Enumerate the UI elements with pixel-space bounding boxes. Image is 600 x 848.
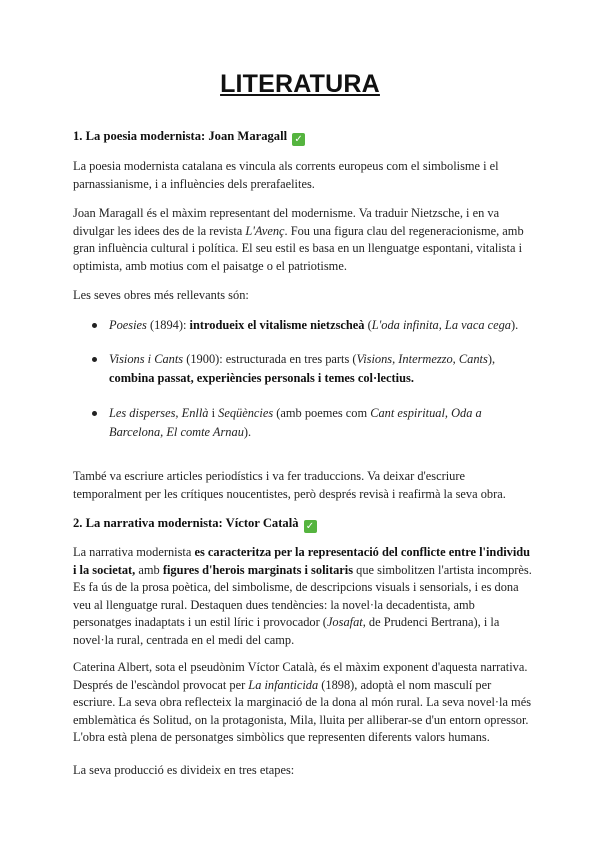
section-2-paragraph-2: Caterina Albert, sota el pseudònim Víctor Català, és el màxim exponent d'aquesta narrativa. Després de l'escàndol provocat per La infanticida (1898), adoptà el nom masculí per escriure. La seva obra reflecteix la marginació de la dona al món rural. La seva novel·la més emblemàtica és Solitud, on la protagonista, Mila, lluita per alliberar-se d'un entorn opressor. L'obra està plena de personatges simbòlics que representen diferents valors humans. — [73, 660, 532, 745]
list-item: Visions i Cants (1900): estructurada en tres parts (Visions, Intermezzo, Cants), combina passat, experiències personals i temes col·lectius. — [109, 352, 496, 385]
section-1-paragraph-1: La poesia modernista catalana es vincula als corrents europeus com el simbolisme i el parnassianisme, i a influències dels prerafaelites. — [73, 159, 499, 191]
check-mark-icon: ✓ — [304, 520, 317, 533]
section-2-paragraph-1: La narrativa modernista es caracteritza per la representació del conflicte entre l'individu i la societat, amb figures d'herois marginats i solitaris que simbolitzen l'artista incomprès. Es fa ús de la prosa poètica, del simbolisme, de descripcions visuals i sensorials, i es dona veu al llenguatge rural. Destaquen dues tendències: la novel·la decadentista, amb personatges inadaptats i un estil líric i provocador (Josafat, de Prudenci Bertrana), i la novel·la rural, centrada en el medi del camp. — [73, 545, 532, 647]
section-1-heading: 1. La poesia modernista: Joan Maragall ✓ — [73, 128, 533, 146]
bullet-dot — [92, 411, 97, 416]
list-item: Poesies (1894): introdueix el vitalisme nietzscheà (L'oda infinita, La vaca cega). — [109, 318, 519, 332]
bullet-dot — [92, 357, 97, 362]
section-2-paragraph-3: La seva producció es divideix en tres etapes: — [73, 763, 295, 777]
section-1-paragraph-3: Les seves obres més rellevants són: — [73, 288, 249, 302]
section-2-heading: 2. La narrativa modernista: Víctor Català ✓ — [73, 515, 533, 533]
check-mark-icon: ✓ — [292, 133, 305, 146]
list-item: Les disperses, Enllà i Seqüències (amb poemes com Cant espiritual, Oda a Barcelona, El comte Arnau). — [109, 406, 482, 439]
section-1-paragraph-4: També va escriure articles periodístics i va fer traduccions. Va deixar d'escriure temporalment per les crítiques noucentistes, però després revisà i reafirmà la seva obra. — [73, 469, 506, 501]
page-title: LITERATURA — [220, 70, 380, 98]
section-1-paragraph-2: Joan Maragall és el màxim representant del modernisme. Va traduir Nietzsche, i en va divulgar les idees des de la revista L'Avenç. Fou una figura clau del regeneracionisme, amb gran influència cultural i política. El seu estil es basa en un llenguatge espontani, vitalista i optimista, amb motius com el paisatge o el patriotisme. — [73, 206, 524, 273]
bullet-dot — [92, 323, 97, 328]
